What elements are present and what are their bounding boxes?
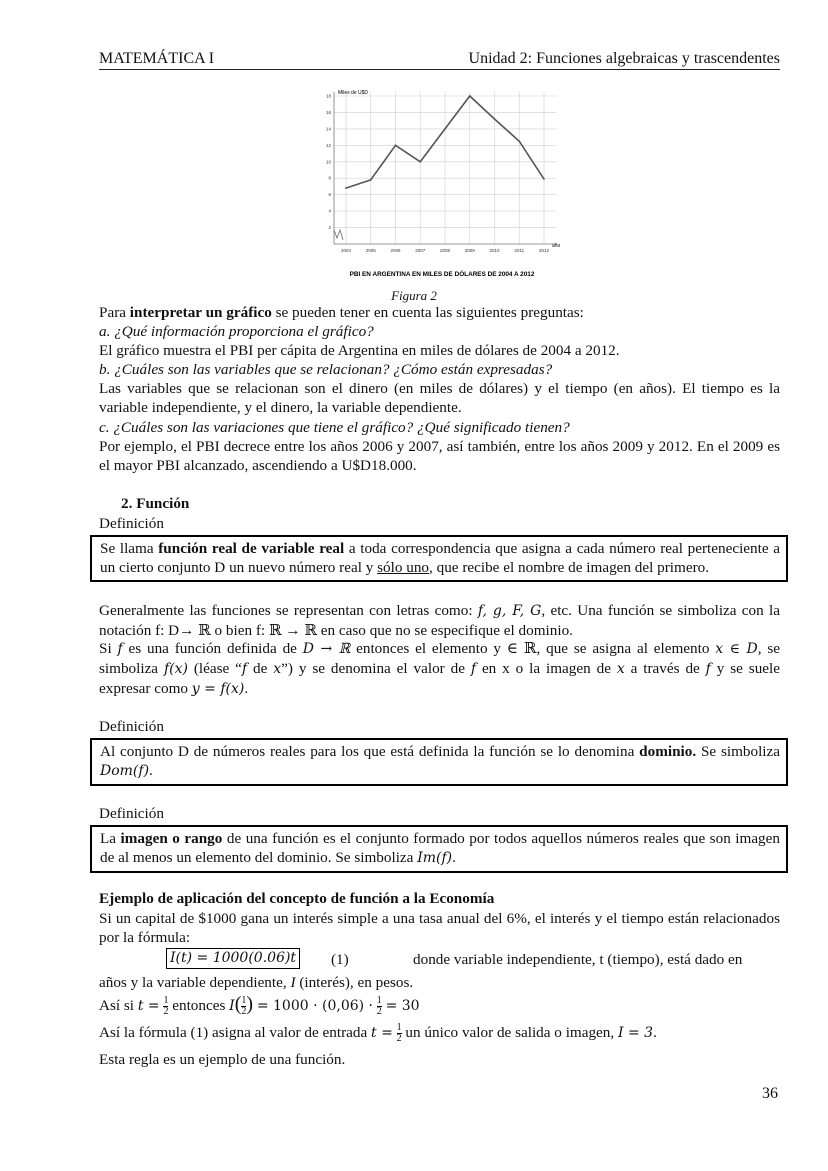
def3-text-c: de una función es el conjunto formado por todos aquellos números reales que son imagen de al menos un elemento del dominio. Se simboliza xyxy=(100,830,780,866)
x-tick-label: 2004 xyxy=(340,248,352,253)
y-tick-label: 14 xyxy=(325,126,331,132)
data-point xyxy=(494,118,496,120)
def1-text-c: a toda correspondencia que asigna a cada número real perteneciente a un cierto conjunto D un nuevo número real y xyxy=(100,540,780,576)
example-computation xyxy=(99,995,780,1017)
header-divider xyxy=(99,69,780,70)
gen2-math: f xyxy=(470,661,477,677)
rule-text-end: . xyxy=(653,1024,657,1041)
data-point xyxy=(395,145,397,147)
figure-caption: Figura 2 xyxy=(391,288,437,303)
interest-formula: I(t) = 1000(0.06)t xyxy=(166,948,300,969)
definition-box-function xyxy=(90,535,788,582)
gdp-line-chart xyxy=(316,84,566,284)
answer-c: Por ejemplo, el PBI decrece entre los años 2006 y 2007, así también, entre los años 2009 y 2012. En el 2009 es el mayor PBI alcanzado, ascendiendo a U$D18.000. xyxy=(99,438,780,474)
y-tick-label: 8 xyxy=(328,175,331,181)
gen2-text: a través de xyxy=(624,660,706,677)
def1-term: función real de variable real xyxy=(158,540,345,557)
gen-text: Generalmente las funciones se representan con letras como: xyxy=(99,602,478,619)
page-number: 36 xyxy=(762,1085,778,1102)
y-tick-label: 10 xyxy=(325,159,331,165)
def3-text-a: La xyxy=(100,830,121,847)
function-notation-paragraph xyxy=(99,601,780,640)
x-tick-label: 2012 xyxy=(538,248,550,253)
intro-lead-text: Para xyxy=(99,304,130,321)
example-conclusion: Esta regla es un ejemplo de una función. xyxy=(99,1051,346,1068)
x-tick-label: 2008 xyxy=(439,248,451,253)
gen2-text: Si xyxy=(99,640,118,657)
def2-text-c: Se simboliza xyxy=(696,743,780,760)
y-tick-label: 2 xyxy=(328,225,331,231)
gen2-text: entonces el elemento y ∈ ℝ, que se asigna al elemento xyxy=(350,640,716,657)
fraction-denominator: 2 xyxy=(241,1006,247,1018)
data-point xyxy=(543,178,545,180)
answer-a: El gráfico muestra el PBI per cápita de Argentina en miles de dólares de 2004 a 2012. xyxy=(99,342,620,359)
rule-text: Así la fórmula (1) asigna al valor de entrada xyxy=(99,1024,372,1041)
data-point xyxy=(469,95,471,97)
gen2-text: , se simboliza xyxy=(99,640,780,677)
x-tick-label: 2010 xyxy=(489,248,500,253)
gen2-text: de xyxy=(247,660,274,677)
fraction-numerator: 1 xyxy=(376,995,382,1007)
fraction-numerator: 1 xyxy=(241,995,247,1007)
answer-b: Las variables que se relacionan son el dinero (en miles de dólares) y el tiempo (en años). El tiempo es la variable independiente, y el dinero, la variable dependiente. xyxy=(99,380,780,416)
question-b: b. ¿Cuáles son las variables que se relacionan? ¿Cómo están expresadas? xyxy=(99,361,553,378)
question-c: c. ¿Cuáles son las variaciones que tiene el gráfico? ¿Qué significado tienen? xyxy=(99,419,570,436)
y-tick-label: 16 xyxy=(325,109,331,115)
header-unit-title: Unidad 2: Funciones algebraicas y trascendentes xyxy=(468,50,780,67)
x-tick-label: 2006 xyxy=(390,248,401,253)
asi-text: Así si xyxy=(99,997,138,1014)
desc2-text: años y la variable dependiente, xyxy=(99,974,291,991)
formula-number: (1) xyxy=(331,951,349,968)
y-tick-label: 12 xyxy=(325,142,331,148)
asi-expression: = 1000 · (0,06) · xyxy=(256,998,373,1014)
example-title: Ejemplo de aplicación del concepto de función a la Economía xyxy=(99,890,495,907)
x-tick-label: 2011 xyxy=(514,248,525,253)
gen-text: en caso que no se especifique el dominio. xyxy=(316,622,573,639)
data-point xyxy=(444,128,446,130)
formula-description-continued xyxy=(99,973,780,992)
gen2-text: en x o la imagen de xyxy=(476,660,617,677)
gen2-math: D → ℝ xyxy=(302,641,351,657)
gen-text: , etc. Una función se simboliza con la notación xyxy=(99,602,780,639)
intro-lead xyxy=(99,303,780,322)
rule-var-t: t = xyxy=(371,1025,393,1041)
example-rule xyxy=(99,1023,780,1044)
def2-term: dominio. xyxy=(639,743,697,760)
def2-math: Dom(f) xyxy=(100,763,150,779)
intro-lead-text-end: se pueden tener en cuenta las siguientes preguntas: xyxy=(271,304,584,321)
fraction-denominator: 2 xyxy=(163,1006,169,1018)
gen2-math: f xyxy=(241,661,248,677)
header-course-title: MATEMÁTICA I xyxy=(99,50,215,67)
x-tick-label: 2009 xyxy=(464,248,475,253)
paren-open: ( xyxy=(234,993,242,1015)
def1-text-e: , que recibe el nombre de imagen del primero. xyxy=(429,559,710,576)
gen2-math: x ∈ D xyxy=(715,641,758,657)
function-value-paragraph xyxy=(99,639,780,699)
formula-description: donde variable independiente, t (tiempo), está dado en xyxy=(413,951,743,968)
fraction-numerator: 1 xyxy=(163,995,169,1007)
asi-text: entonces xyxy=(172,997,230,1014)
interest-formula-box xyxy=(166,948,300,969)
def1-text-a: Se llama xyxy=(100,540,159,557)
definition-box-domain xyxy=(90,738,788,786)
question-a: a. ¿Qué información proporciona el gráfico? xyxy=(99,323,374,340)
data-point xyxy=(370,179,372,181)
def3-term: imagen o rango xyxy=(120,830,223,847)
data-point xyxy=(419,161,421,163)
paren-close: ) xyxy=(246,993,254,1015)
def2-text-e: . xyxy=(149,762,153,779)
desc2-var: I xyxy=(290,974,296,991)
gen2-text: (léase “ xyxy=(187,660,242,677)
gen2-text: ”) y se denomina el valor de xyxy=(281,660,471,677)
example-intro: Si un capital de $1000 gana un interés simple a una tasa anual del 6%, el interés y el tiempo están relacionados por la fórmula: xyxy=(99,910,780,946)
fraction-denominator: 2 xyxy=(396,1033,402,1045)
gen2-text: . xyxy=(244,680,249,697)
asi-result: = 30 xyxy=(385,998,420,1014)
asi-var-i: I xyxy=(229,998,235,1014)
chart-background xyxy=(316,84,566,284)
y-axis-label: Miles de U$D xyxy=(338,90,369,96)
rule-text: un único valor de salida o imagen, xyxy=(401,1024,618,1041)
def1-underline: sólo uno xyxy=(377,559,430,576)
gen2-math: f(x) xyxy=(163,661,188,677)
gen2-math: x xyxy=(616,661,625,677)
definition-label-2: Definición xyxy=(99,718,164,735)
definition-label-1: Definición xyxy=(99,515,164,532)
fraction-one-half xyxy=(377,996,382,1017)
def3-text-e: . xyxy=(452,849,456,866)
gen2-math: x xyxy=(273,661,282,677)
data-point xyxy=(345,187,347,189)
gen2-math: f xyxy=(705,661,711,677)
gen2-text: y se suele expresar como xyxy=(99,660,780,697)
gen2-math: f xyxy=(117,641,123,657)
definition-label-3: Definición xyxy=(99,805,164,822)
intro-lead-bold: interpretar un gráfico xyxy=(129,304,272,321)
gen2-math: y = f(x) xyxy=(191,681,245,697)
x-tick-label: 2005 xyxy=(365,248,376,253)
rule-result: I = 3 xyxy=(618,1025,654,1041)
y-tick-label: 6 xyxy=(328,192,331,198)
definition-box-image xyxy=(90,825,788,873)
fraction-numerator: 1 xyxy=(396,1022,402,1034)
def3-math: Im(f) xyxy=(417,850,453,866)
gen-math-letters: f, g, F, G xyxy=(477,603,542,619)
gen2-text: es una función definida de xyxy=(122,640,303,657)
data-point xyxy=(518,140,520,142)
fraction-denominator: 2 xyxy=(376,1006,382,1018)
section-title: 2. Función xyxy=(121,495,190,512)
x-axis-label: año xyxy=(552,243,561,249)
fraction-one-half xyxy=(163,996,168,1017)
def2-text-a: Al conjunto D de números reales para los que está definida la función se lo denomina xyxy=(100,743,640,760)
chart-title: PBI EN ARGENTINA EN MILES DE DÓLARES DE 2004 A 2012 xyxy=(349,271,535,278)
y-tick-label: 4 xyxy=(328,208,331,214)
y-tick-label: 18 xyxy=(325,93,331,99)
gen-math-notation: f: D→ ℝ o bien f: ℝ → ℝ xyxy=(155,622,317,639)
asi-var-t: t = xyxy=(137,998,160,1014)
desc2-text-end: (interés), en pesos. xyxy=(295,974,414,991)
x-tick-label: 2007 xyxy=(415,248,426,253)
